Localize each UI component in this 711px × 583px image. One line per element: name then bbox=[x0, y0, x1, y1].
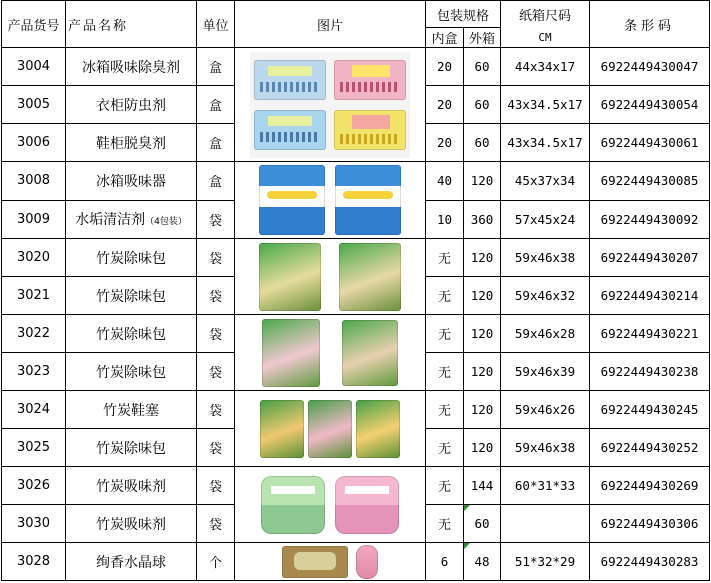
header-packing bbox=[426, 1, 501, 28]
row-code: 3023 bbox=[2, 353, 66, 391]
row-unit: 盒 bbox=[197, 48, 235, 86]
row-outer: 144 bbox=[464, 467, 501, 505]
row-outer: 120 bbox=[464, 391, 501, 429]
row-name: 竹炭除味包 bbox=[66, 429, 197, 467]
row-carton: 60*31*33 bbox=[501, 467, 590, 505]
row-name: 竹炭除味包 bbox=[66, 315, 197, 353]
row-inner: 20 bbox=[426, 124, 464, 162]
package-image bbox=[254, 110, 326, 150]
row-barcode: 6922449430238 bbox=[590, 353, 710, 391]
row-code: 3022 bbox=[2, 315, 66, 353]
row-outer: 120 bbox=[464, 315, 501, 353]
product-image-cell bbox=[235, 48, 426, 162]
product-photo-charcoal bbox=[235, 319, 425, 387]
row-inner: 无 bbox=[426, 353, 464, 391]
row-barcode: 6922449430085 bbox=[590, 162, 710, 201]
header-row bbox=[2, 1, 710, 28]
row-unit: 盒 bbox=[197, 162, 235, 201]
row-carton: 44x34x17 bbox=[501, 48, 590, 86]
row-outer: 120 bbox=[464, 353, 501, 391]
row-outer: 60 bbox=[464, 124, 501, 162]
row-code: 3008 bbox=[2, 162, 66, 201]
product-photo-charcoal bbox=[235, 243, 425, 311]
package-image bbox=[335, 165, 401, 235]
row-outer: 120 bbox=[464, 277, 501, 315]
row-outer: 60 bbox=[464, 86, 501, 124]
row-inner: 无 bbox=[426, 277, 464, 315]
row-barcode: 6922449430207 bbox=[590, 239, 710, 277]
row-carton: 59x46x28 bbox=[501, 315, 590, 353]
row-outer: 60 bbox=[464, 48, 501, 86]
row-barcode: 6922449430047 bbox=[590, 48, 710, 86]
row-code: 3021 bbox=[2, 277, 66, 315]
row-name: 冰箱吸味除臭剂 bbox=[66, 48, 197, 86]
product-photo-boxes bbox=[250, 52, 410, 158]
row-unit: 袋 bbox=[197, 239, 235, 277]
row-inner: 20 bbox=[426, 86, 464, 124]
row-unit: 盒 bbox=[197, 86, 235, 124]
product-photo-crystal bbox=[235, 545, 425, 579]
row-barcode: 6922449430054 bbox=[590, 86, 710, 124]
header-name: 产品名称 bbox=[66, 1, 197, 48]
cell-comment-marker bbox=[464, 543, 470, 549]
row-inner: 无 bbox=[426, 239, 464, 277]
row-outer-value: 48 bbox=[474, 554, 490, 569]
header-outer: 外箱 bbox=[464, 28, 501, 48]
row-barcode: 6922449430214 bbox=[590, 277, 710, 315]
row-name: 竹炭吸味剂 bbox=[66, 467, 197, 505]
table-row bbox=[2, 315, 710, 353]
row-inner: 无 bbox=[426, 467, 464, 505]
row-inner: 20 bbox=[426, 48, 464, 86]
header-image: 图片 bbox=[235, 1, 426, 48]
row-inner: 无 bbox=[426, 429, 464, 467]
row-barcode: 6922449430061 bbox=[590, 124, 710, 162]
row-barcode: 6922449430283 bbox=[590, 543, 710, 581]
row-carton: 59x46x38 bbox=[501, 239, 590, 277]
header-carton-unit: CM bbox=[501, 28, 590, 48]
row-code: 3020 bbox=[2, 239, 66, 277]
row-name: 冰箱吸味器 bbox=[66, 162, 197, 201]
row-unit: 个 bbox=[197, 543, 235, 581]
row-barcode: 6922449430092 bbox=[590, 200, 710, 239]
row-code: 3009 bbox=[2, 200, 66, 239]
package-image bbox=[356, 545, 378, 579]
table-row bbox=[2, 48, 710, 86]
row-name: 竹炭吸味剂 bbox=[66, 505, 197, 543]
package-image bbox=[261, 476, 325, 534]
package-image bbox=[335, 476, 399, 534]
row-outer-value: 60 bbox=[474, 516, 490, 531]
row-outer: 120 bbox=[464, 239, 501, 277]
row-outer: 360 bbox=[464, 200, 501, 239]
row-unit: 袋 bbox=[197, 391, 235, 429]
package-image bbox=[342, 320, 398, 386]
row-outer: 120 bbox=[464, 162, 501, 201]
package-image bbox=[356, 400, 400, 458]
product-image-cell bbox=[235, 543, 426, 581]
row-unit: 袋 bbox=[197, 200, 235, 239]
package-image bbox=[334, 110, 406, 150]
header-code: 产品货号 bbox=[2, 1, 66, 48]
header-carton: 纸箱尺码 bbox=[501, 1, 590, 28]
row-inner: 40 bbox=[426, 162, 464, 201]
row-barcode: 6922449430252 bbox=[590, 429, 710, 467]
row-code: 3004 bbox=[2, 48, 66, 86]
row-code: 3005 bbox=[2, 86, 66, 124]
row-carton: 59x46x32 bbox=[501, 277, 590, 315]
product-image-cell bbox=[235, 391, 426, 467]
row-unit: 袋 bbox=[197, 429, 235, 467]
package-image bbox=[254, 60, 326, 100]
product-photo-canisters bbox=[235, 476, 425, 534]
row-unit: 袋 bbox=[197, 467, 235, 505]
row-name-text: 水垢清洁剂 bbox=[75, 212, 146, 229]
header-barcode: 条形码 bbox=[590, 1, 710, 48]
package-image bbox=[260, 400, 304, 458]
cell-comment-marker bbox=[464, 505, 470, 511]
row-inner: 无 bbox=[426, 391, 464, 429]
row-carton: 59x46x38 bbox=[501, 429, 590, 467]
row-carton: 43x34.5x17 bbox=[501, 86, 590, 124]
row-barcode: 6922449430269 bbox=[590, 467, 710, 505]
row-carton: 59x46x26 bbox=[501, 391, 590, 429]
product-image-cell bbox=[235, 315, 426, 391]
table-row bbox=[2, 467, 710, 505]
row-name: 竹炭除味包 bbox=[66, 353, 197, 391]
row-name: 竹炭除味包 bbox=[66, 277, 197, 315]
row-barcode: 6922449430221 bbox=[590, 315, 710, 353]
product-image-cell bbox=[235, 467, 426, 543]
row-inner: 10 bbox=[426, 200, 464, 239]
package-image bbox=[259, 165, 325, 235]
row-outer bbox=[464, 543, 501, 581]
package-image bbox=[334, 60, 406, 100]
row-unit: 袋 bbox=[197, 505, 235, 543]
header-inner: 内盒 bbox=[426, 28, 464, 48]
package-image bbox=[259, 243, 321, 311]
row-name: 竹炭除味包 bbox=[66, 239, 197, 277]
header-packing-label: 包装规格 bbox=[436, 8, 489, 24]
table-row bbox=[2, 162, 710, 201]
product-table bbox=[1, 0, 710, 581]
package-image bbox=[308, 400, 352, 458]
row-barcode: 6922449430245 bbox=[590, 391, 710, 429]
row-name: 鞋柜脱臭剂 bbox=[66, 124, 197, 162]
row-carton: 45x37x34 bbox=[501, 162, 590, 201]
row-carton bbox=[501, 505, 590, 543]
row-carton: 59x46x39 bbox=[501, 353, 590, 391]
table-row bbox=[2, 239, 710, 277]
row-inner: 6 bbox=[426, 543, 464, 581]
package-image bbox=[339, 243, 401, 311]
row-code: 3024 bbox=[2, 391, 66, 429]
row-name: 竹炭鞋塞 bbox=[66, 391, 197, 429]
product-image-cell bbox=[235, 239, 426, 315]
product-photo-shoe-inserts bbox=[235, 400, 425, 458]
row-carton: 43x34.5x17 bbox=[501, 124, 590, 162]
row-barcode: 6922449430306 bbox=[590, 505, 710, 543]
row-carton: 57x45x24 bbox=[501, 200, 590, 239]
row-name-note: （4包装） bbox=[145, 217, 187, 228]
row-name bbox=[66, 200, 197, 239]
row-code: 3030 bbox=[2, 505, 66, 543]
header-unit: 单位 bbox=[197, 1, 235, 48]
row-outer bbox=[464, 505, 501, 543]
row-unit: 袋 bbox=[197, 353, 235, 391]
product-photo-bags bbox=[235, 162, 425, 238]
row-unit: 袋 bbox=[197, 277, 235, 315]
row-carton: 51*32*29 bbox=[501, 543, 590, 581]
package-image bbox=[282, 546, 348, 578]
product-image-cell bbox=[235, 162, 426, 239]
package-image bbox=[262, 319, 320, 387]
table-row bbox=[2, 391, 710, 429]
row-code: 3026 bbox=[2, 467, 66, 505]
table-row bbox=[2, 543, 710, 581]
row-inner: 无 bbox=[426, 505, 464, 543]
row-code: 3028 bbox=[2, 543, 66, 581]
row-code: 3006 bbox=[2, 124, 66, 162]
row-name: 衣柜防虫剂 bbox=[66, 86, 197, 124]
row-outer: 120 bbox=[464, 429, 501, 467]
row-code: 3025 bbox=[2, 429, 66, 467]
row-name: 绚香水晶球 bbox=[66, 543, 197, 581]
row-inner: 无 bbox=[426, 315, 464, 353]
row-unit: 袋 bbox=[197, 315, 235, 353]
row-unit: 盒 bbox=[197, 124, 235, 162]
